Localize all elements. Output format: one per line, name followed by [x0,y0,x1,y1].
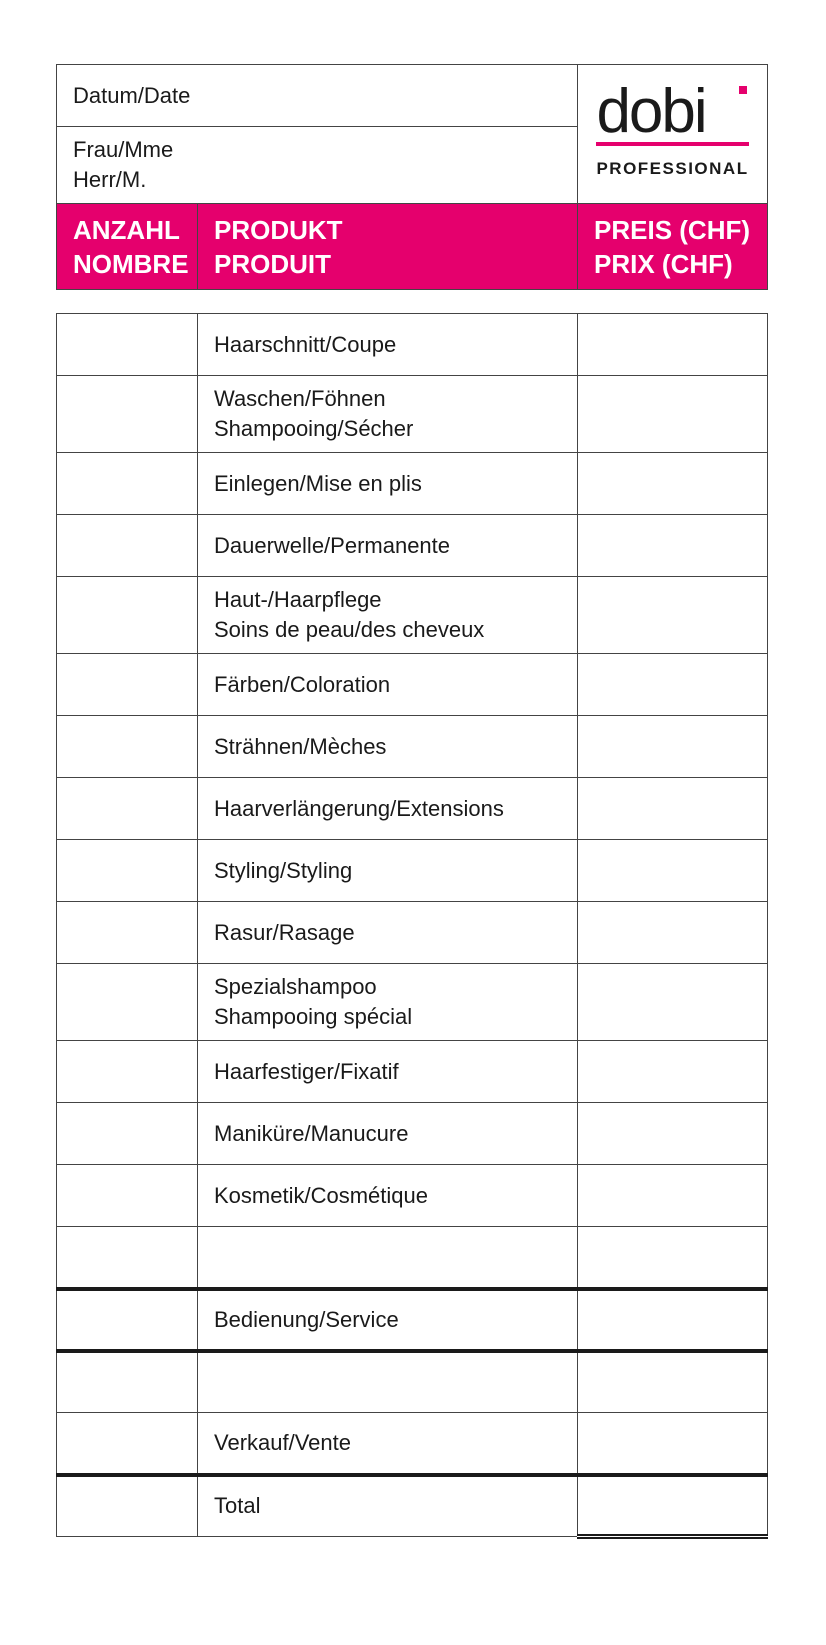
column-header-row [57,204,768,290]
date-label: Datum/Date [73,82,191,108]
qty-cell[interactable] [57,964,198,1041]
product-row [57,964,768,1041]
qty-cell[interactable] [57,1289,198,1351]
product-cell [198,1475,578,1537]
service-row [57,1289,768,1351]
total-row [57,1475,768,1537]
qty-header: ANZAHL NOMBRE [57,204,198,290]
price-cell[interactable] [578,902,768,964]
price-cell[interactable] [578,1227,768,1289]
product-row [57,654,768,716]
qty-cell[interactable] [57,1041,198,1103]
price-cell[interactable] [578,1041,768,1103]
product-cell [198,964,578,1041]
product-row [57,1103,768,1165]
product-row [57,453,768,515]
logo-cell [578,65,768,204]
product-cell [198,577,578,654]
price-cell[interactable] [578,577,768,654]
product-cell [198,778,578,840]
product-label: Bedienung/Service [214,1306,399,1332]
product-row [57,902,768,964]
price-cell[interactable] [578,1165,768,1227]
qty-cell[interactable] [57,902,198,964]
product-row [57,1041,768,1103]
product-header: PRODUKT PRODUIT [198,204,578,290]
qty-cell[interactable] [57,1475,198,1537]
invoice-form [56,64,768,290]
product-row [57,778,768,840]
price-header: PREIS (CHF) PRIX (CHF) [578,204,768,290]
blank-row [57,1351,768,1413]
product-cell [198,314,578,376]
product-cell [198,716,578,778]
product-label: Färben/Coloration [214,671,391,697]
product-label: Kosmetik/Cosmétique [214,1182,428,1208]
product-cell [198,1351,578,1413]
qty-cell[interactable] [57,515,198,577]
price-cell[interactable] [578,1475,768,1537]
product-cell [198,840,578,902]
product-row [57,840,768,902]
product-label: Styling/Styling [214,857,353,883]
blank-row [57,1227,768,1289]
qty-cell[interactable] [57,778,198,840]
sale-row [57,1413,768,1475]
price-cell[interactable] [578,1413,768,1475]
price-cell[interactable] [578,1289,768,1351]
salutation-field[interactable] [57,127,578,204]
product-cell [198,515,578,577]
product-cell [198,1041,578,1103]
logo-wordmark: dobi [596,84,748,140]
product-row [57,314,768,376]
logo-subtitle: PROFESSIONAL [596,159,749,178]
qty-cell[interactable] [57,577,198,654]
price-cell[interactable] [578,840,768,902]
product-cell [198,902,578,964]
price-cell[interactable] [578,376,768,453]
product-cell [198,453,578,515]
product-cell [198,654,578,716]
logo-dot [739,86,747,94]
product-cell [198,1289,578,1351]
product-label: Strähnen/Mèches [214,733,387,759]
product-cell [198,376,578,453]
product-label: Shampooing spécial [214,1004,413,1029]
price-cell[interactable] [578,1103,768,1165]
qty-cell[interactable] [57,1165,198,1227]
product-row [57,515,768,577]
salutation-mme: Frau/Mme [73,137,174,162]
qty-cell[interactable] [57,1413,198,1475]
product-cell [198,1103,578,1165]
product-label: Spezialshampoo [214,974,377,999]
product-cell [198,1227,578,1289]
price-cell[interactable] [578,453,768,515]
product-cell [198,1165,578,1227]
product-label: Haarverlängerung/Extensions [214,795,504,821]
product-label: Total [214,1493,261,1519]
product-label: Shampooing/Sécher [214,416,414,441]
qty-cell[interactable] [57,314,198,376]
product-label: Waschen/Föhnen [214,386,386,411]
product-row [57,376,768,453]
product-row [57,1165,768,1227]
product-label: Maniküre/Manucure [214,1120,409,1146]
qty-cell[interactable] [57,376,198,453]
dobi-logo [596,77,749,184]
price-cell[interactable] [578,515,768,577]
price-cell[interactable] [578,778,768,840]
product-label: Rasur/Rasage [214,919,355,945]
qty-cell[interactable] [57,840,198,902]
price-cell[interactable] [578,716,768,778]
date-field[interactable] [57,65,578,127]
product-row [57,577,768,654]
product-row [57,716,768,778]
product-label: Haarfestiger/Fixatif [214,1058,399,1084]
product-label: Verkauf/Vente [214,1429,351,1455]
product-cell [198,1413,578,1475]
qty-cell[interactable] [57,1103,198,1165]
date-row [57,65,768,127]
price-cell[interactable] [578,1351,768,1413]
product-label: Einlegen/Mise en plis [214,470,422,496]
qty-cell[interactable] [57,716,198,778]
qty-cell[interactable] [57,1227,198,1289]
product-label: Haarschnitt/Coupe [214,331,397,357]
qty-cell[interactable] [57,654,198,716]
product-label: Dauerwelle/Permanente [214,532,451,558]
qty-cell[interactable] [57,1351,198,1413]
salutation-m: Herr/M. [73,167,147,192]
product-rows [56,313,768,1539]
price-cell[interactable] [578,654,768,716]
price-cell[interactable] [578,314,768,376]
product-label: Soins de peau/des cheveux [214,617,485,642]
product-label: Haut-/Haarpflege [214,587,382,612]
price-cell[interactable] [578,964,768,1041]
qty-cell[interactable] [57,453,198,515]
